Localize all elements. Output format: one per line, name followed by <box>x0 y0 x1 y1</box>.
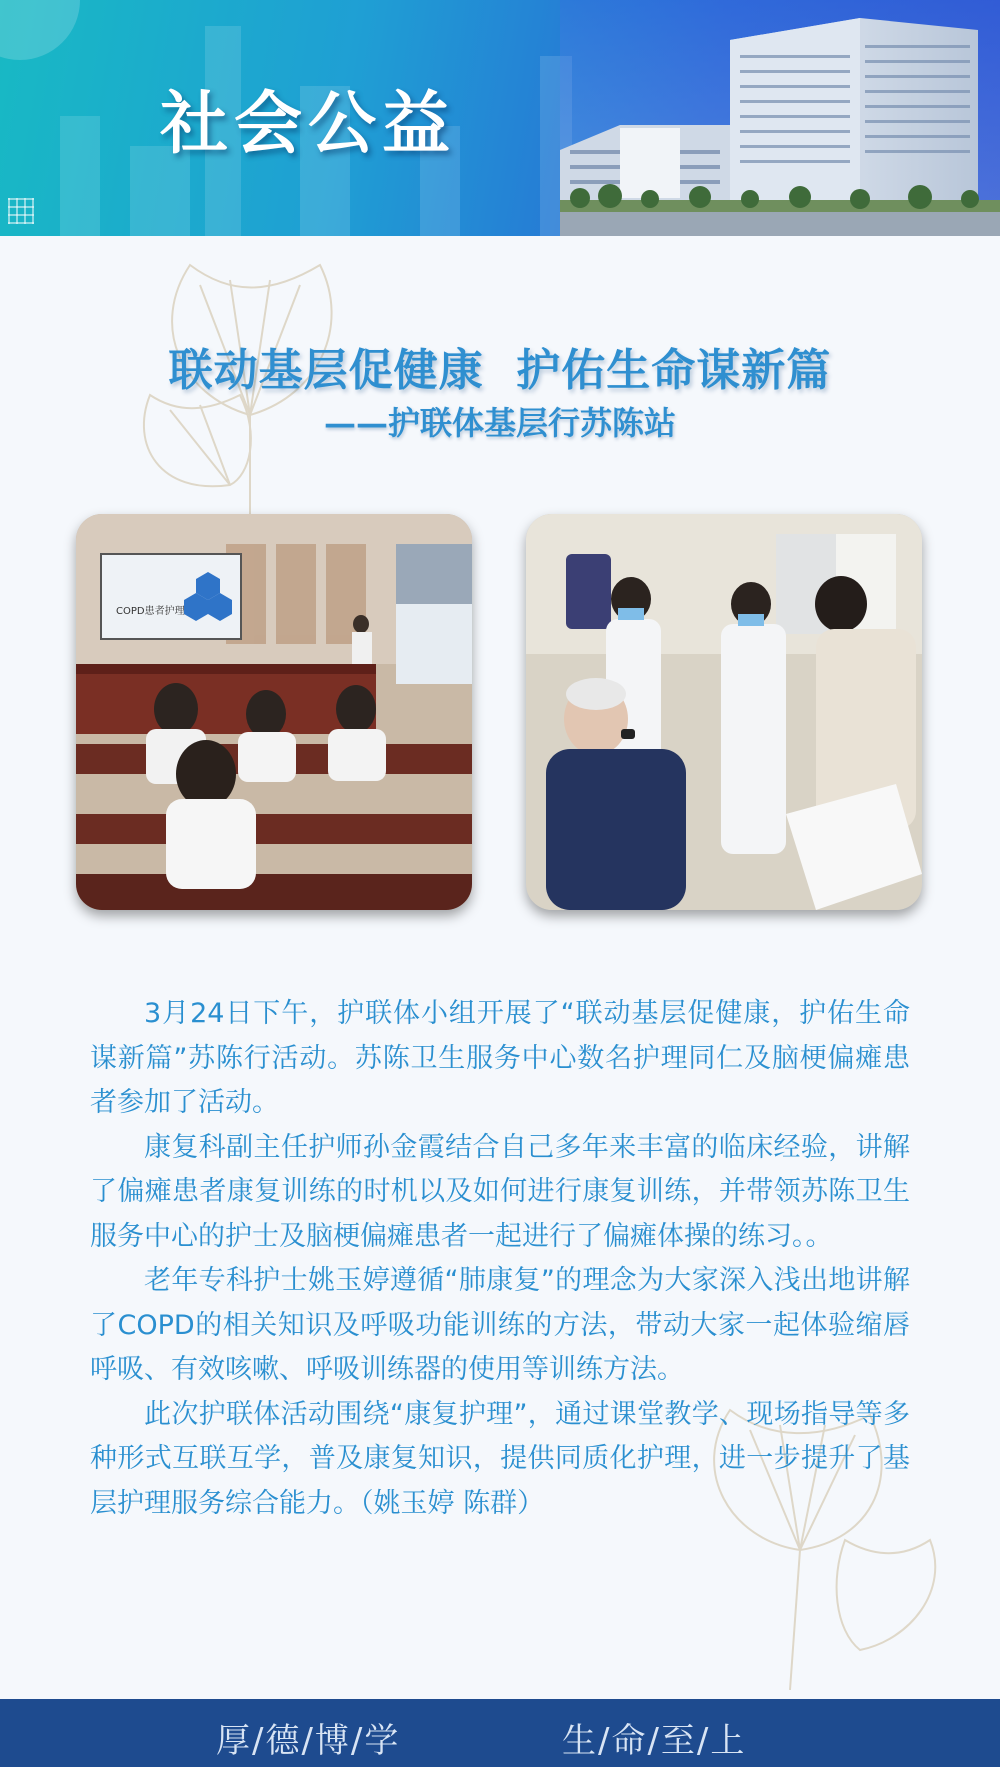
banner-glow <box>0 0 80 60</box>
footer-motto-left: 厚/德/博/学 <box>216 1721 401 1761</box>
photo-bedside-training <box>526 514 922 910</box>
article-paragraph: 此次护联体活动围绕“康复护理”，通过课堂教学、现场指导等多种形式互联互学，普及康复知识，提供同质化护理，进一步提升了基层护理服务综合能力。（姚玉婷 陈群） <box>90 1398 910 1519</box>
article-subtitle: ——护联体基层行苏陈站 <box>323 404 676 442</box>
header-banner <box>0 0 1000 236</box>
footer-bar <box>0 1699 1000 1767</box>
article-paragraph: 3月24日下午，护联体小组开展了“联动基层促健康，护佑生命谋新篇”苏陈行活动。苏陈卫生服务中心数名护理同仁及脑梗偏瘫患者参加了活动。 <box>90 998 910 1118</box>
article-title: 联动基层促健康 护佑生命谋新篇 <box>168 345 832 396</box>
article-body <box>90 992 910 1526</box>
article-paragraph: 老年专科护士姚玉婷遵循“肺康复”的理念为大家深入浅出地讲解了COPD的相关知识及呼吸功能训练的方法，带动大家一起体验缩唇呼吸、有效咳嗽、呼吸训练器的使用等训练方法。 <box>90 1265 910 1385</box>
footer-base-strip <box>0 1767 1000 1778</box>
photo-classroom-lecture <box>76 514 472 910</box>
banner-building-silhouette <box>60 116 100 236</box>
slide-text: COPD患者护理 <box>116 606 185 617</box>
footer-motto-right: 生/命/至/上 <box>562 1721 747 1761</box>
article-paragraph: 康复科副主任护师孙金霞结合自己多年来丰富的临床经验，讲解了偏瘫患者康复训练的时机以及如何进行康复训练，并带领苏陈卫生服务中心的护士及脑梗偏瘫患者一起进行了偏瘫体操的练习。。 <box>90 1131 910 1252</box>
banner-title: 社会公益 <box>160 84 457 164</box>
hospital-building-illustration <box>560 0 1000 236</box>
grid-pattern-icon <box>8 198 34 224</box>
